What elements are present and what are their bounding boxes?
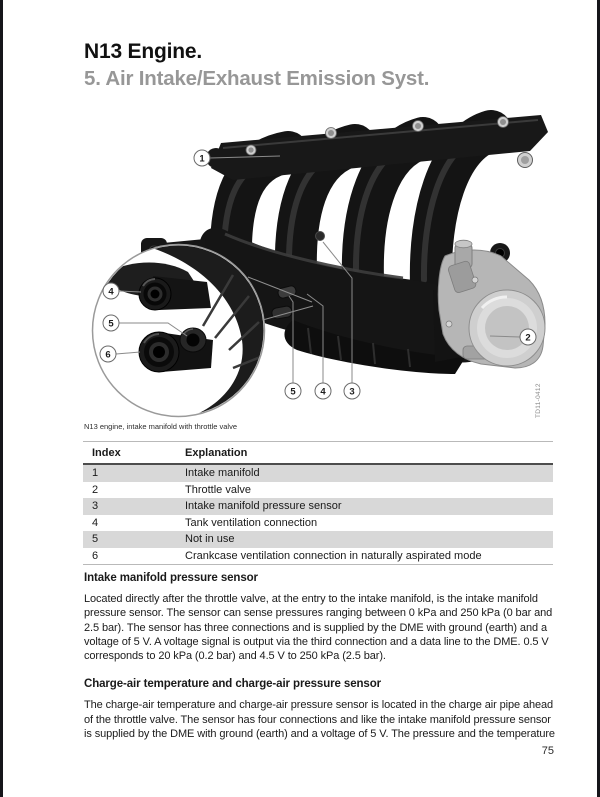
detail-inset: [93, 245, 266, 419]
callout-5-inset: [103, 315, 119, 331]
table-cell-explanation: Crankcase ventilation connection in naturally aspirated mode: [185, 549, 482, 562]
svg-text:4: 4: [320, 386, 326, 398]
table-row: [83, 548, 553, 565]
page-number: 75: [541, 745, 554, 757]
intake-manifold-illustration: [83, 110, 553, 420]
svg-text:4: 4: [108, 286, 114, 298]
svg-text:5: 5: [108, 318, 114, 330]
table-row: [83, 465, 553, 482]
engine-diagram: [83, 110, 553, 420]
table-cell-explanation: Throttle valve: [185, 483, 252, 496]
callout-4-inset: [103, 283, 119, 299]
figure-id: TD11-0412: [535, 383, 542, 418]
callout-6-inset: [100, 346, 116, 362]
scan-edge-left: [0, 0, 3, 797]
throttle-valve: [433, 240, 545, 368]
section-heading-intake-manifold-pressure-sensor: Intake manifold pressure sensor: [84, 572, 258, 584]
callout-4-bottom: [315, 383, 331, 399]
section-body: Located directly after the throttle valve, at the entry to the intake manifold, is the intake manifold pressure sensor. The sensor can sense pressures ranging between 0 kPa and 250 kPa (0 bar and 2.5 bar). The sensor has three connections and is supplied by the DME with ground (earth) and a voltage of 5 V. A voltage signal is output via the third connection and a data line to the DME. 0.5 V corresponds to 20 kPa (0.2 bar) and 4.5 V to 250 kPa (2.5 bar).: [84, 593, 553, 663]
svg-text:6: 6: [105, 349, 111, 361]
table-row: [83, 498, 553, 515]
table-cell-index: 3: [92, 500, 99, 513]
svg-text:2: 2: [525, 332, 531, 344]
table-header-explanation: Explanation: [185, 446, 248, 459]
table-cell-index: 4: [92, 516, 99, 529]
section-heading-charge-air-sensor: Charge-air temperature and charge-air pressure sensor: [84, 678, 382, 691]
table-cell-explanation: Tank ventilation connection: [185, 516, 318, 529]
table-header-index: Index: [92, 446, 121, 459]
table-row: [83, 482, 553, 499]
callout-3-bottom: [344, 383, 360, 399]
index-table: [83, 441, 553, 565]
table-row: [83, 515, 553, 532]
figure-caption: N13 engine, intake manifold with throttle valve: [84, 422, 238, 431]
table-cell-explanation: Not in use: [185, 533, 235, 546]
svg-text:1: 1: [199, 153, 205, 165]
table-cell-explanation: Intake manifold: [185, 467, 260, 480]
table-header-row: [83, 442, 553, 465]
page-title: N13 Engine.: [84, 40, 202, 63]
page-subtitle: 5. Air Intake/Exhaust Emission Syst.: [84, 67, 430, 90]
svg-text:3: 3: [349, 386, 355, 398]
table-cell-explanation: Intake manifold pressure sensor: [185, 500, 342, 513]
body-text: [84, 572, 556, 756]
callout-1: [194, 150, 210, 166]
callout-2: [520, 329, 536, 345]
table-row: [83, 531, 553, 548]
svg-text:5: 5: [290, 386, 296, 398]
section-body: The charge-air temperature and charge-air pressure sensor is located in the charge air pipe ahead of the throttle valve. The sensor has four connections and like the intake manifold pressure sensor is supplied by the DME with ground (earth) and a voltage of 5 V. The pressure and the temperature: [84, 699, 555, 741]
table-cell-index: 6: [92, 549, 99, 562]
callout-5-bottom: [285, 383, 301, 399]
table-cell-index: 5: [92, 533, 99, 546]
table-cell-index: 1: [92, 467, 99, 480]
table-cell-index: 2: [92, 483, 99, 496]
